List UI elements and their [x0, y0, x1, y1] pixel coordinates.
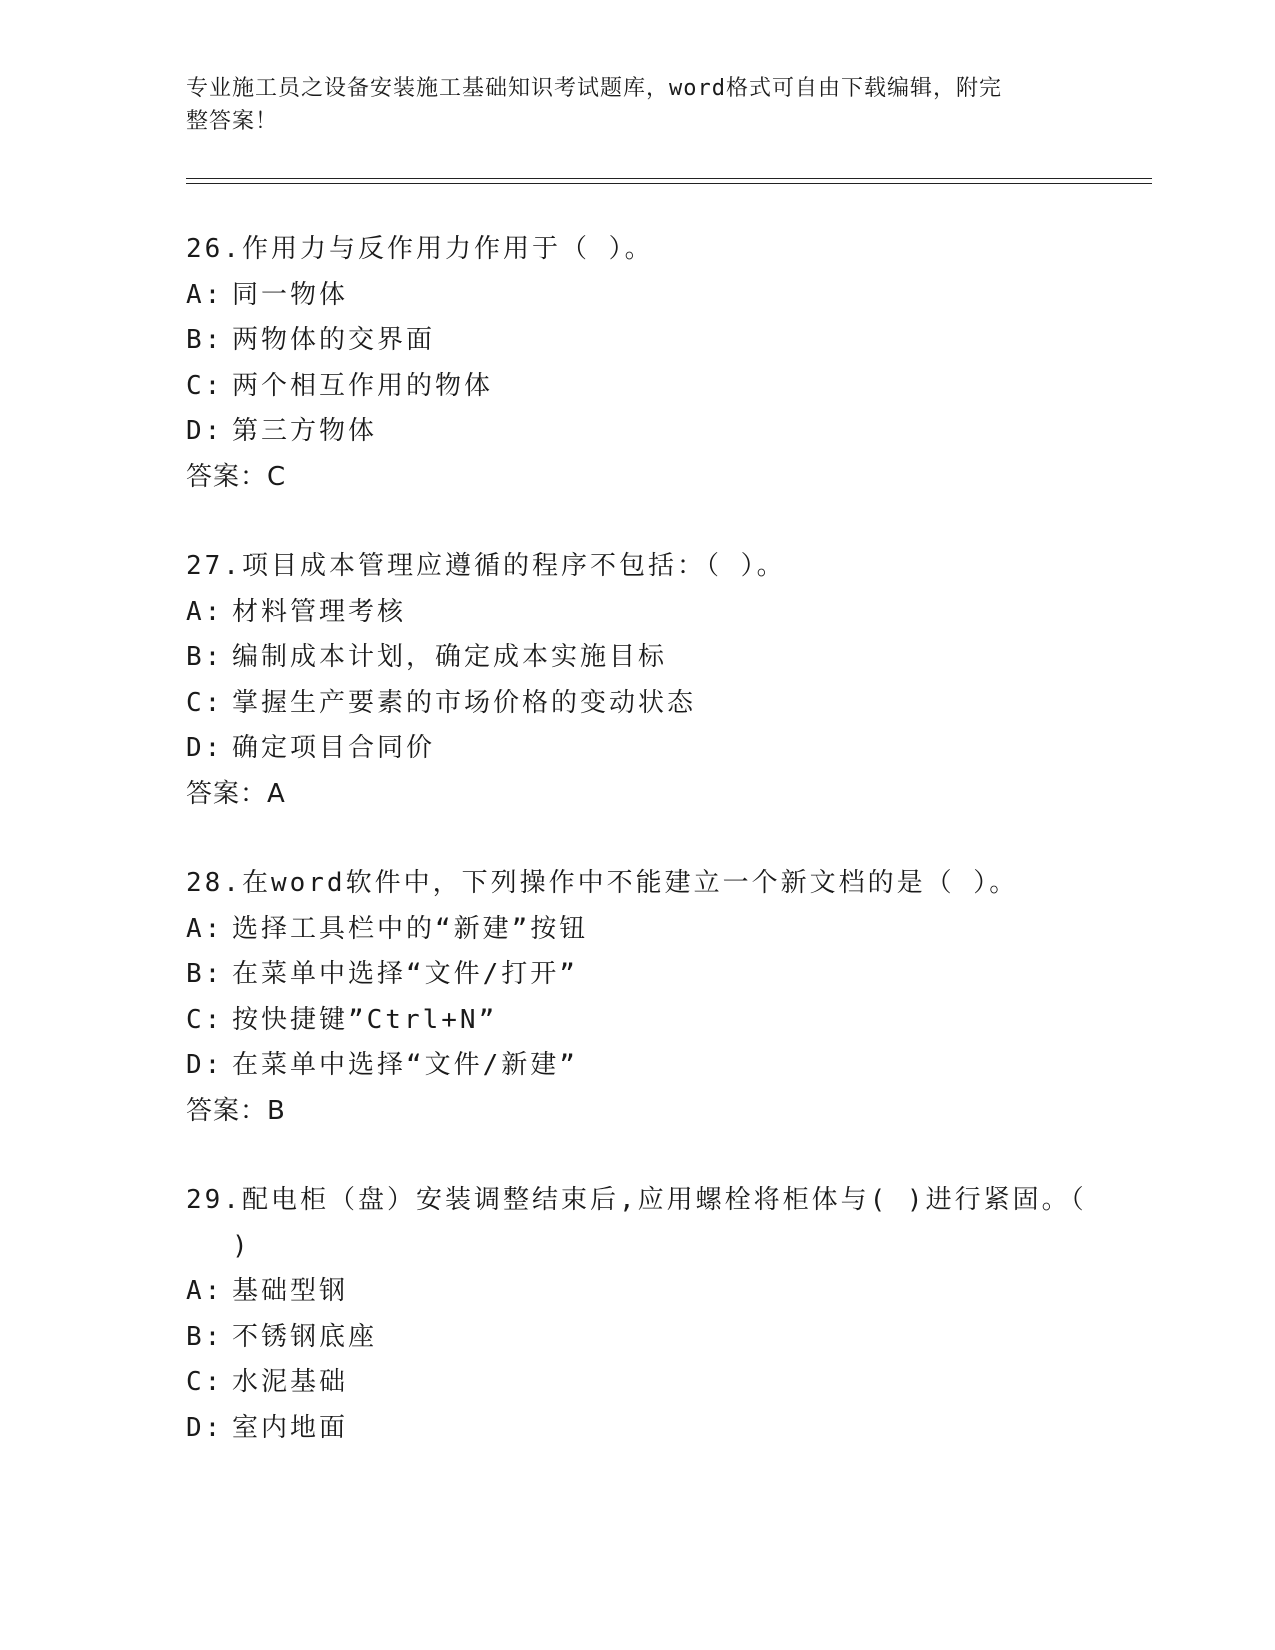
answer-line: 答案：C: [186, 461, 287, 492]
option-letter: A:: [186, 913, 224, 944]
answer-line: 答案：B: [186, 1095, 286, 1126]
header-divider-bottom: [186, 183, 1152, 184]
option-c: [186, 364, 1086, 410]
option-c: [186, 1360, 1086, 1406]
option-letter: C:: [186, 1004, 224, 1035]
option-letter: C:: [186, 1367, 224, 1398]
option-d: [186, 409, 1086, 455]
option-b: [186, 635, 1086, 681]
option-letter: B:: [186, 642, 224, 673]
option-letter: D:: [186, 733, 224, 764]
option-text: 编制成本计划，确定成本实施目标: [232, 642, 668, 673]
option-text: 两物体的交界面: [232, 325, 436, 356]
option-text: 水泥基础: [232, 1367, 349, 1398]
option-letter: D:: [186, 416, 224, 447]
option-text: 材料管理考核: [232, 596, 407, 627]
option-letter: B:: [186, 1321, 224, 1352]
option-b: [186, 318, 1086, 364]
question-27: [186, 544, 1086, 818]
option-letter: B:: [186, 959, 224, 990]
question-26: [186, 227, 1086, 501]
question-stem: 27.项目成本管理应遵循的程序不包括：（ ）。: [186, 551, 786, 581]
question-29: [186, 1178, 1086, 1452]
option-b: [186, 952, 1086, 998]
option-letter: A:: [186, 596, 224, 627]
option-text: 两个相互作用的物体: [232, 370, 494, 401]
option-a: [186, 273, 1086, 319]
option-text: 确定项目合同价: [232, 733, 436, 764]
option-letter: C:: [186, 370, 224, 401]
answer-line: 答案：A: [186, 778, 286, 809]
option-letter: B:: [186, 325, 224, 356]
option-text: 不锈钢底座: [232, 1321, 378, 1352]
option-letter: D:: [186, 1412, 224, 1443]
option-a: [186, 590, 1086, 636]
header-line-1: 专业施工员之设备安装施工基础知识考试题库，word格式可自由下载编辑，附完: [186, 76, 1002, 101]
option-a: [186, 907, 1086, 953]
option-text: 基础型钢: [232, 1276, 349, 1307]
option-text: 同一物体: [232, 279, 349, 310]
option-text: 按快捷键”Ctrl+N”: [232, 1004, 498, 1035]
option-text: 第三方物体: [232, 416, 378, 447]
option-d: [186, 726, 1086, 772]
header-divider-top: [186, 178, 1152, 179]
option-text: 室内地面: [232, 1412, 349, 1443]
option-b: [186, 1315, 1086, 1361]
question-stem: 26.作用力与反作用力作用于（ ）。: [186, 234, 654, 264]
question-stem: 28.在word软件中，下列操作中不能建立一个新文档的是（ ）。: [186, 868, 1019, 898]
option-a: [186, 1269, 1086, 1315]
question-28: [186, 861, 1086, 1135]
question-stem: 29.配电柜（盘）安装调整结束后,应用螺栓将柜体与( )进行紧固。（: [186, 1185, 1087, 1215]
option-text: 在菜单中选择“文件/新建”: [232, 1050, 578, 1081]
option-c: [186, 998, 1086, 1044]
question-stem-continuation: ): [232, 1230, 251, 1261]
header-line-2: 整答案！: [186, 109, 279, 134]
option-letter: D:: [186, 1050, 224, 1081]
option-text: 选择工具栏中的“新建”按钮: [232, 913, 589, 944]
option-c: [186, 681, 1086, 727]
option-letter: C:: [186, 687, 224, 718]
option-d: [186, 1043, 1086, 1089]
option-text: 在菜单中选择“文件/打开”: [232, 959, 578, 990]
document-header: [186, 72, 1066, 138]
option-letter: A:: [186, 279, 224, 310]
option-d: [186, 1406, 1086, 1452]
option-letter: A:: [186, 1276, 224, 1307]
option-text: 掌握生产要素的市场价格的变动状态: [232, 687, 697, 718]
